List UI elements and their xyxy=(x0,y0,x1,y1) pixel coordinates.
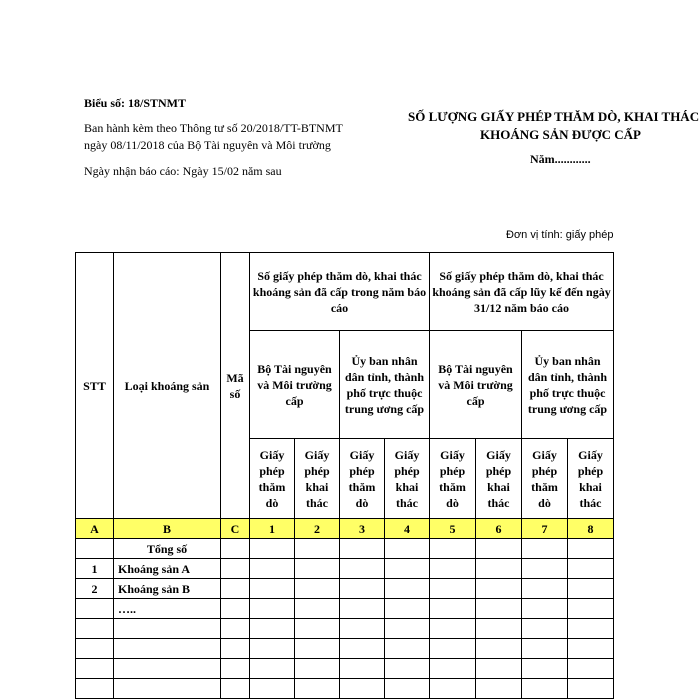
row-value-cell xyxy=(295,559,340,579)
header-explore-4: Giấy phép thăm dò xyxy=(522,439,568,519)
row-value-cell xyxy=(385,539,430,559)
row-mineral-name xyxy=(114,679,221,699)
header-exploit-3: Giấy phép khai thác xyxy=(476,439,522,519)
row-value-cell xyxy=(250,539,295,559)
header-exploit-1: Giấy phép khai thác xyxy=(295,439,340,519)
header-issued-cumulative: Số giấy phép thăm dò, khai thác khoáng sản đã cấp lũy kế đến ngày 31/12 năm báo cáo xyxy=(430,253,614,331)
index-cell: 3 xyxy=(340,519,385,539)
table-row xyxy=(76,619,614,639)
row-value-cell xyxy=(385,639,430,659)
report-year: Năm............ xyxy=(530,152,591,166)
issued-note xyxy=(84,120,343,154)
index-cell: B xyxy=(114,519,221,539)
row-value-cell xyxy=(430,679,476,699)
row-value-cell xyxy=(295,659,340,679)
row-value-cell xyxy=(250,639,295,659)
row-value-cell xyxy=(522,619,568,639)
row-stt: 1 xyxy=(76,559,114,579)
row-value-cell xyxy=(221,579,250,599)
row-value-cell xyxy=(522,659,568,679)
row-value-cell xyxy=(250,659,295,679)
table-row xyxy=(76,539,614,559)
row-value-cell xyxy=(221,539,250,559)
row-value-cell xyxy=(385,619,430,639)
unit-label: Đơn vị tính: giấy phép xyxy=(506,229,614,241)
row-value-cell xyxy=(430,539,476,559)
row-value-cell xyxy=(295,539,340,559)
row-mineral-name xyxy=(114,619,221,639)
header-explore-1: Giấy phép thăm dò xyxy=(250,439,295,519)
table-row xyxy=(76,559,614,579)
header-province-cum: Ủy ban nhân dân tỉnh, thành phố trực thuộc trung ương cấp xyxy=(522,331,614,439)
index-cell: 5 xyxy=(430,519,476,539)
header-stt: STT xyxy=(76,253,114,519)
row-mineral-name: ….. xyxy=(114,599,221,619)
row-value-cell xyxy=(476,679,522,699)
row-value-cell xyxy=(430,659,476,679)
row-stt xyxy=(76,619,114,639)
row-mineral-name: Khoáng sản A xyxy=(114,559,221,579)
row-value-cell xyxy=(430,639,476,659)
table-row xyxy=(76,679,614,699)
table-row xyxy=(76,579,614,599)
row-value-cell xyxy=(476,579,522,599)
row-value-cell xyxy=(385,599,430,619)
index-cell: C xyxy=(221,519,250,539)
row-mineral-name: Tổng số xyxy=(114,539,221,559)
header-explore-2: Giấy phép thăm dò xyxy=(340,439,385,519)
header-code: Mã số xyxy=(221,253,250,519)
row-stt xyxy=(76,679,114,699)
header-province-year: Ủy ban nhân dân tỉnh, thành phố trực thuộc trung ương cấp xyxy=(340,331,430,439)
index-cell: 4 xyxy=(385,519,430,539)
row-value-cell xyxy=(250,579,295,599)
row-value-cell xyxy=(568,559,614,579)
issued-line-1: Ban hành kèm theo Thông tư số 20/2018/TT-BTNMT xyxy=(84,121,343,135)
form-number: Biểu số: 18/STNMT xyxy=(84,96,187,110)
row-stt xyxy=(76,639,114,659)
row-value-cell xyxy=(250,599,295,619)
row-value-cell xyxy=(221,639,250,659)
row-value-cell xyxy=(522,599,568,619)
row-value-cell xyxy=(568,659,614,679)
row-value-cell xyxy=(385,579,430,599)
row-value-cell xyxy=(340,599,385,619)
row-value-cell xyxy=(476,619,522,639)
row-value-cell xyxy=(250,559,295,579)
row-value-cell xyxy=(221,619,250,639)
report-title xyxy=(408,108,700,144)
table-row xyxy=(76,599,614,619)
row-value-cell xyxy=(221,679,250,699)
row-mineral-name xyxy=(114,639,221,659)
row-value-cell xyxy=(430,559,476,579)
row-value-cell xyxy=(476,539,522,559)
row-stt xyxy=(76,599,114,619)
row-value-cell xyxy=(340,539,385,559)
row-value-cell xyxy=(295,579,340,599)
row-value-cell xyxy=(340,559,385,579)
row-value-cell xyxy=(522,579,568,599)
header-ministry-cum: Bộ Tài nguyên và Môi trường cấp xyxy=(430,331,522,439)
row-value-cell xyxy=(385,679,430,699)
row-value-cell xyxy=(430,579,476,599)
row-value-cell xyxy=(221,559,250,579)
table-row xyxy=(76,659,614,679)
table-body xyxy=(76,539,614,699)
title-line-1: SỐ LƯỢNG GIẤY PHÉP THĂM DÒ, KHAI THÁC xyxy=(408,109,700,124)
row-value-cell xyxy=(476,559,522,579)
index-cell: 8 xyxy=(568,519,614,539)
row-value-cell xyxy=(568,679,614,699)
row-value-cell xyxy=(221,599,250,619)
row-value-cell xyxy=(340,579,385,599)
row-value-cell xyxy=(430,619,476,639)
row-value-cell xyxy=(522,559,568,579)
row-value-cell xyxy=(295,639,340,659)
index-cell: A xyxy=(76,519,114,539)
header-explore-3: Giấy phép thăm dò xyxy=(430,439,476,519)
row-mineral-name xyxy=(114,659,221,679)
row-value-cell xyxy=(430,599,476,619)
license-table xyxy=(75,252,614,699)
row-value-cell xyxy=(295,679,340,699)
row-value-cell xyxy=(476,659,522,679)
row-value-cell xyxy=(221,659,250,679)
header-mineral-type: Loại khoáng sản xyxy=(114,253,221,519)
row-value-cell xyxy=(340,659,385,679)
row-stt xyxy=(76,659,114,679)
header-exploit-4: Giấy phép khai thác xyxy=(568,439,614,519)
title-line-2: KHOÁNG SẢN ĐƯỢC CẤP xyxy=(480,127,641,142)
row-value-cell xyxy=(385,659,430,679)
issued-line-2: ngày 08/11/2018 của Bộ Tài nguyên và Môi trường xyxy=(84,138,331,152)
row-value-cell xyxy=(522,639,568,659)
header-exploit-2: Giấy phép khai thác xyxy=(385,439,430,519)
index-cell: 6 xyxy=(476,519,522,539)
row-stt xyxy=(76,539,114,559)
row-value-cell xyxy=(568,639,614,659)
row-value-cell xyxy=(340,619,385,639)
index-cell: 1 xyxy=(250,519,295,539)
row-value-cell xyxy=(340,639,385,659)
row-value-cell xyxy=(568,599,614,619)
row-value-cell xyxy=(250,679,295,699)
row-mineral-name: Khoáng sản B xyxy=(114,579,221,599)
row-value-cell xyxy=(522,539,568,559)
row-value-cell xyxy=(568,539,614,559)
row-value-cell xyxy=(295,619,340,639)
row-value-cell xyxy=(568,579,614,599)
header-issued-in-year: Số giấy phép thăm dò, khai thác khoáng sản đã cấp trong năm báo cáo xyxy=(250,253,430,331)
receive-date: Ngày nhận báo cáo: Ngày 15/02 năm sau xyxy=(84,164,282,178)
row-value-cell xyxy=(568,619,614,639)
row-value-cell xyxy=(476,639,522,659)
row-value-cell xyxy=(476,599,522,619)
table-row xyxy=(76,639,614,659)
header-ministry-year: Bộ Tài nguyên và Môi trường cấp xyxy=(250,331,340,439)
row-value-cell xyxy=(340,679,385,699)
row-value-cell xyxy=(522,679,568,699)
index-cell: 2 xyxy=(295,519,340,539)
index-cell: 7 xyxy=(522,519,568,539)
row-value-cell xyxy=(385,559,430,579)
column-index-row xyxy=(76,519,614,539)
row-value-cell xyxy=(295,599,340,619)
row-value-cell xyxy=(250,619,295,639)
row-stt: 2 xyxy=(76,579,114,599)
